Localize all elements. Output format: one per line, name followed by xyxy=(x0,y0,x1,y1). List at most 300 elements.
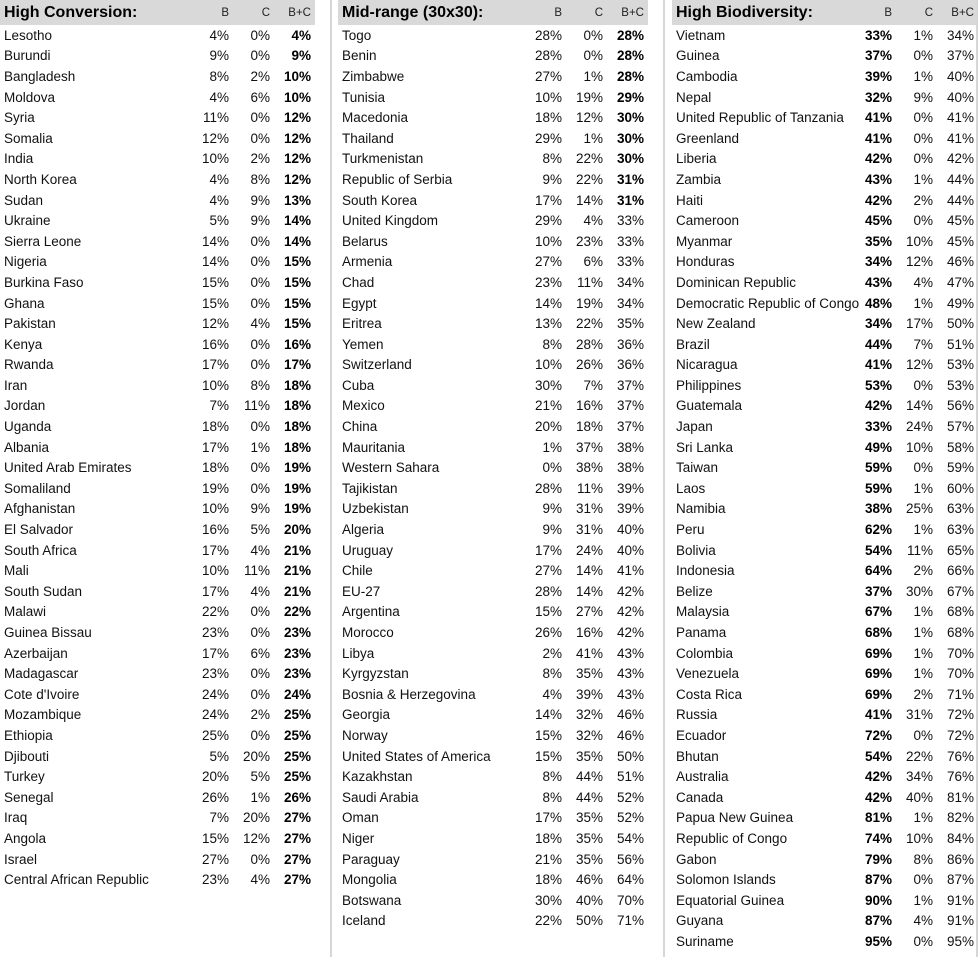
country-name: Japan xyxy=(676,419,713,435)
value-b: 59% xyxy=(864,480,892,496)
value-b-plus-c: 38% xyxy=(616,439,644,455)
value-b: 43% xyxy=(864,171,892,187)
table-row xyxy=(672,169,978,190)
value-b: 53% xyxy=(864,377,892,393)
table-body xyxy=(672,25,978,952)
value-c: 50% xyxy=(575,913,603,929)
value-b-plus-c: 46% xyxy=(946,254,974,270)
value-c: 0% xyxy=(913,727,933,743)
table-row xyxy=(672,663,978,684)
value-c: 40% xyxy=(575,892,603,908)
table-row xyxy=(0,725,315,746)
value-c: 0% xyxy=(583,48,603,64)
value-c: 31% xyxy=(575,522,603,538)
country-name: Guatemala xyxy=(676,398,743,414)
value-b-plus-c: 56% xyxy=(616,851,644,867)
value-b: 15% xyxy=(534,604,562,620)
value-c: 1% xyxy=(913,171,933,187)
country-name: Nicaragua xyxy=(676,357,738,373)
table-row xyxy=(672,437,978,458)
value-c: 6% xyxy=(250,89,270,105)
table-row xyxy=(672,931,978,952)
value-b-plus-c: 28% xyxy=(616,48,644,64)
table-row xyxy=(0,396,315,417)
value-b-plus-c: 22% xyxy=(283,604,311,620)
table-row xyxy=(0,46,315,67)
value-c: 11% xyxy=(576,274,603,290)
value-c: 0% xyxy=(250,851,270,867)
value-c: 37% xyxy=(575,439,603,455)
value-b-plus-c: 95% xyxy=(946,933,974,949)
country-name: Georgia xyxy=(342,707,391,723)
country-name: Syria xyxy=(4,110,35,126)
table-row xyxy=(338,169,648,190)
value-b: 69% xyxy=(864,666,892,682)
value-b: 24% xyxy=(201,686,229,702)
value-b: 26% xyxy=(201,789,229,805)
country-name: Eritrea xyxy=(342,316,382,332)
value-b: 14% xyxy=(201,233,229,249)
value-c: 0% xyxy=(250,460,270,476)
value-b-plus-c: 26% xyxy=(283,789,311,805)
table-row xyxy=(338,87,648,108)
value-b-plus-c: 27% xyxy=(283,830,311,846)
value-b-plus-c: 37% xyxy=(616,377,644,393)
table-row xyxy=(672,128,978,149)
value-c: 1% xyxy=(583,130,603,146)
country-name: Kyrgyzstan xyxy=(342,666,409,682)
value-b: 4% xyxy=(209,27,229,43)
country-name: Ukraine xyxy=(4,213,51,229)
section-divider xyxy=(330,0,332,957)
country-name: Central African Republic xyxy=(4,872,149,888)
section-divider xyxy=(976,0,978,957)
value-b-plus-c: 15% xyxy=(283,316,311,332)
table-row xyxy=(0,499,315,520)
table-row xyxy=(672,355,978,376)
value-b-plus-c: 41% xyxy=(616,563,644,579)
value-b: 11% xyxy=(202,110,229,126)
value-b: 29% xyxy=(534,213,562,229)
value-b-plus-c: 37% xyxy=(946,48,974,64)
table-row xyxy=(338,684,648,705)
table-body xyxy=(338,25,648,931)
value-b: 21% xyxy=(534,851,562,867)
value-b: 4% xyxy=(209,192,229,208)
value-b-plus-c: 33% xyxy=(616,213,644,229)
table-row xyxy=(672,581,978,602)
country-name: Somaliland xyxy=(4,480,71,496)
col-header-b: B xyxy=(884,6,892,19)
value-b: 41% xyxy=(864,707,892,723)
table-row xyxy=(338,334,648,355)
country-name: Suriname xyxy=(676,933,734,949)
value-b: 17% xyxy=(534,542,562,558)
value-c: 44% xyxy=(575,769,603,785)
value-b: 14% xyxy=(534,295,562,311)
table-row xyxy=(672,560,978,581)
country-name: Iraq xyxy=(4,810,28,826)
country-name: Benin xyxy=(342,48,377,64)
country-name: Uzbekistan xyxy=(342,501,409,517)
value-c: 6% xyxy=(583,254,603,270)
country-name: Panama xyxy=(676,625,727,641)
value-c: 16% xyxy=(575,625,603,641)
table-row xyxy=(672,396,978,417)
country-name: Democratic Republic of Congo xyxy=(676,295,860,311)
country-name: Sierra Leone xyxy=(4,233,82,249)
table-row xyxy=(0,849,315,870)
country-name: Equatorial Guinea xyxy=(676,892,785,908)
value-b: 42% xyxy=(864,769,892,785)
value-b: 33% xyxy=(864,419,892,435)
country-name: Turkey xyxy=(4,769,45,785)
value-b: 9% xyxy=(542,171,562,187)
value-b: 26% xyxy=(534,625,562,641)
value-c: 8% xyxy=(913,851,933,867)
country-name: Afghanistan xyxy=(4,501,76,517)
value-c: 5% xyxy=(250,769,270,785)
value-b: 90% xyxy=(864,892,892,908)
value-c: 9% xyxy=(250,501,270,517)
country-name: North Korea xyxy=(4,171,77,187)
value-b-plus-c: 27% xyxy=(283,851,311,867)
country-name: Iran xyxy=(4,377,28,393)
value-b: 69% xyxy=(864,686,892,702)
value-b: 24% xyxy=(201,707,229,723)
value-c: 0% xyxy=(250,295,270,311)
section-title: High Conversion: xyxy=(4,3,138,21)
value-b: 30% xyxy=(534,892,562,908)
table-row xyxy=(0,869,315,890)
country-name: Pakistan xyxy=(4,316,56,332)
value-b-plus-c: 15% xyxy=(283,254,311,270)
table-row xyxy=(672,808,978,829)
value-c: 0% xyxy=(250,274,270,290)
country-name: Bhutan xyxy=(676,748,719,764)
table-row xyxy=(338,313,648,334)
country-name: Ecuador xyxy=(676,727,727,743)
table-row xyxy=(338,107,648,128)
country-name: Mexico xyxy=(342,398,385,414)
table-row xyxy=(672,334,978,355)
value-b: 41% xyxy=(864,357,892,373)
country-name: Libya xyxy=(342,645,375,661)
value-b: 37% xyxy=(864,583,892,599)
value-b-plus-c: 10% xyxy=(283,68,311,84)
value-b-plus-c: 68% xyxy=(946,604,974,620)
table-row xyxy=(672,725,978,746)
table-row xyxy=(0,457,315,478)
col-header-c: C xyxy=(924,6,933,19)
table-row xyxy=(0,643,315,664)
table-row xyxy=(672,252,978,273)
value-b-plus-c: 56% xyxy=(946,398,974,414)
section-title: High Biodiversity: xyxy=(676,3,813,21)
value-b-plus-c: 43% xyxy=(616,666,644,682)
value-b-plus-c: 36% xyxy=(616,357,644,373)
value-c: 17% xyxy=(905,316,933,332)
country-name: Taiwan xyxy=(676,460,719,476)
country-name: Botswana xyxy=(342,892,402,908)
value-b: 23% xyxy=(534,274,562,290)
value-c: 10% xyxy=(905,233,933,249)
country-name: Ghana xyxy=(4,295,45,311)
value-b-plus-c: 46% xyxy=(616,707,644,723)
value-b: 8% xyxy=(542,666,562,682)
value-c: 24% xyxy=(905,419,933,435)
value-b-plus-c: 42% xyxy=(616,604,644,620)
value-b: 9% xyxy=(209,48,229,64)
table-row xyxy=(0,87,315,108)
table-row xyxy=(0,540,315,561)
country-name: Guinea xyxy=(676,48,720,64)
table-row xyxy=(338,725,648,746)
value-b: 23% xyxy=(201,872,229,888)
country-name: India xyxy=(4,151,34,167)
value-b: 59% xyxy=(864,460,892,476)
country-name: Indonesia xyxy=(676,563,735,579)
country-name: Armenia xyxy=(342,254,393,270)
value-c: 11% xyxy=(243,398,270,414)
value-c: 14% xyxy=(575,583,603,599)
value-b-plus-c: 21% xyxy=(283,542,311,558)
country-name: Jordan xyxy=(4,398,46,414)
value-b: 87% xyxy=(864,872,892,888)
table-row xyxy=(672,107,978,128)
table-row xyxy=(672,149,978,170)
country-name: Guyana xyxy=(676,913,724,929)
value-c: 4% xyxy=(913,274,933,290)
value-c: 35% xyxy=(575,830,603,846)
country-name: Republic of Serbia xyxy=(342,171,453,187)
value-b-plus-c: 20% xyxy=(283,522,311,538)
country-name: Azerbaijan xyxy=(4,645,68,661)
value-c: 35% xyxy=(575,851,603,867)
value-b: 54% xyxy=(864,542,892,558)
value-b-plus-c: 39% xyxy=(616,501,644,517)
value-b: 34% xyxy=(864,316,892,332)
value-c: 1% xyxy=(250,789,270,805)
table-row xyxy=(338,766,648,787)
table-row xyxy=(672,416,978,437)
value-c: 31% xyxy=(575,501,603,517)
value-b: 18% xyxy=(534,830,562,846)
value-b: 38% xyxy=(864,501,892,517)
value-c: 7% xyxy=(913,336,933,352)
value-c: 22% xyxy=(905,748,933,764)
value-c: 11% xyxy=(243,563,270,579)
table-row xyxy=(672,313,978,334)
table-row xyxy=(0,375,315,396)
section-high-conversion xyxy=(0,0,315,890)
value-c: 22% xyxy=(575,316,603,332)
table-row xyxy=(338,396,648,417)
value-c: 0% xyxy=(913,933,933,949)
value-b-plus-c: 9% xyxy=(291,48,311,64)
value-b: 43% xyxy=(864,274,892,290)
table-row xyxy=(338,355,648,376)
value-b: 8% xyxy=(542,789,562,805)
country-name: Chile xyxy=(342,563,373,579)
value-b-plus-c: 12% xyxy=(283,130,311,146)
country-name: Namibia xyxy=(676,501,726,517)
table-row xyxy=(338,231,648,252)
value-c: 39% xyxy=(575,686,603,702)
value-b-plus-c: 19% xyxy=(283,480,311,496)
value-c: 1% xyxy=(250,439,270,455)
value-b: 28% xyxy=(534,27,562,43)
value-c: 0% xyxy=(913,110,933,126)
country-name: Burkina Faso xyxy=(4,274,84,290)
value-b: 69% xyxy=(864,645,892,661)
value-b: 27% xyxy=(534,563,562,579)
value-c: 0% xyxy=(250,336,270,352)
country-name: Rwanda xyxy=(4,357,54,373)
section-divider xyxy=(663,0,665,957)
table-row xyxy=(338,272,648,293)
table-row xyxy=(338,375,648,396)
value-b-plus-c: 34% xyxy=(616,274,644,290)
value-c: 11% xyxy=(906,542,933,558)
table-row xyxy=(672,746,978,767)
country-name: Myanmar xyxy=(676,233,733,249)
value-b-plus-c: 40% xyxy=(616,522,644,538)
table-row xyxy=(672,46,978,67)
country-name: Angola xyxy=(4,830,47,846)
value-b: 45% xyxy=(864,213,892,229)
col-header-c: C xyxy=(594,6,603,19)
country-name: Bangladesh xyxy=(4,68,76,84)
value-b-plus-c: 47% xyxy=(946,274,974,290)
value-b: 10% xyxy=(201,563,229,579)
value-b-plus-c: 29% xyxy=(616,89,644,105)
value-c: 26% xyxy=(575,357,603,373)
table-row xyxy=(672,890,978,911)
value-c: 2% xyxy=(250,68,270,84)
value-b: 37% xyxy=(864,48,892,64)
value-c: 1% xyxy=(913,625,933,641)
col-header-b-plus-c: B+C xyxy=(951,6,974,19)
country-name: Papua New Guinea xyxy=(676,810,794,826)
country-name: South Africa xyxy=(4,542,77,558)
country-name: Zimbabwe xyxy=(342,68,405,84)
country-name: Zambia xyxy=(676,171,722,187)
table-row xyxy=(0,272,315,293)
value-b: 35% xyxy=(864,233,892,249)
value-b: 42% xyxy=(864,789,892,805)
value-b: 9% xyxy=(542,501,562,517)
country-name: Malaysia xyxy=(676,604,730,620)
value-c: 4% xyxy=(250,872,270,888)
value-b: 44% xyxy=(864,336,892,352)
value-b: 4% xyxy=(209,89,229,105)
table-row xyxy=(0,684,315,705)
value-b: 17% xyxy=(201,439,229,455)
table-row xyxy=(0,478,315,499)
country-name: Colombia xyxy=(676,645,734,661)
table-row xyxy=(0,355,315,376)
table-row xyxy=(0,128,315,149)
value-b-plus-c: 71% xyxy=(616,913,644,929)
value-b: 32% xyxy=(864,89,892,105)
value-b-plus-c: 40% xyxy=(616,542,644,558)
value-c: 35% xyxy=(575,810,603,826)
value-c: 11% xyxy=(576,480,603,496)
country-name: United States of America xyxy=(342,748,491,764)
country-name: China xyxy=(342,419,378,435)
value-b: 64% xyxy=(864,563,892,579)
value-c: 9% xyxy=(913,89,933,105)
country-name: Cameroon xyxy=(676,213,740,229)
table-row xyxy=(338,128,648,149)
value-b-plus-c: 19% xyxy=(283,501,311,517)
value-b-plus-c: 63% xyxy=(946,522,974,538)
value-c: 1% xyxy=(913,645,933,661)
value-b-plus-c: 53% xyxy=(946,377,974,393)
table-row xyxy=(0,828,315,849)
value-b-plus-c: 86% xyxy=(946,851,974,867)
value-b: 28% xyxy=(534,480,562,496)
country-name: Uganda xyxy=(4,419,52,435)
table-row xyxy=(0,149,315,170)
col-header-b-plus-c: B+C xyxy=(621,6,644,19)
table-row xyxy=(338,437,648,458)
value-b: 1% xyxy=(542,439,562,455)
value-c: 40% xyxy=(905,789,933,805)
table-row xyxy=(338,663,648,684)
table-row xyxy=(0,663,315,684)
value-b-plus-c: 67% xyxy=(946,583,974,599)
table-row xyxy=(338,457,648,478)
country-name: Brazil xyxy=(676,336,710,352)
country-name: Nepal xyxy=(676,89,712,105)
country-name: Argentina xyxy=(342,604,400,620)
country-name: South Korea xyxy=(342,192,418,208)
value-b-plus-c: 15% xyxy=(283,295,311,311)
value-b: 17% xyxy=(534,810,562,826)
value-c: 0% xyxy=(250,686,270,702)
value-c: 0% xyxy=(250,357,270,373)
value-c: 0% xyxy=(250,625,270,641)
value-b: 22% xyxy=(534,913,562,929)
country-name: Togo xyxy=(342,27,372,43)
value-b: 95% xyxy=(864,933,892,949)
value-b-plus-c: 54% xyxy=(616,830,644,846)
value-b-plus-c: 30% xyxy=(616,130,644,146)
table-row xyxy=(338,622,648,643)
value-b-plus-c: 52% xyxy=(616,789,644,805)
value-c: 8% xyxy=(250,377,270,393)
value-b-plus-c: 53% xyxy=(946,357,974,373)
value-b-plus-c: 12% xyxy=(283,171,311,187)
value-b-plus-c: 40% xyxy=(946,68,974,84)
value-c: 2% xyxy=(913,192,933,208)
value-b-plus-c: 18% xyxy=(283,398,311,414)
country-name: Madagascar xyxy=(4,666,79,682)
value-b-plus-c: 36% xyxy=(616,336,644,352)
value-b-plus-c: 16% xyxy=(283,336,311,352)
value-b-plus-c: 37% xyxy=(616,419,644,435)
table-row xyxy=(0,169,315,190)
country-name: Niger xyxy=(342,830,375,846)
value-c: 10% xyxy=(905,830,933,846)
value-b-plus-c: 70% xyxy=(616,892,644,908)
value-b-plus-c: 18% xyxy=(283,439,311,455)
country-name: Sudan xyxy=(4,192,44,208)
value-b: 14% xyxy=(534,707,562,723)
value-b: 33% xyxy=(864,27,892,43)
